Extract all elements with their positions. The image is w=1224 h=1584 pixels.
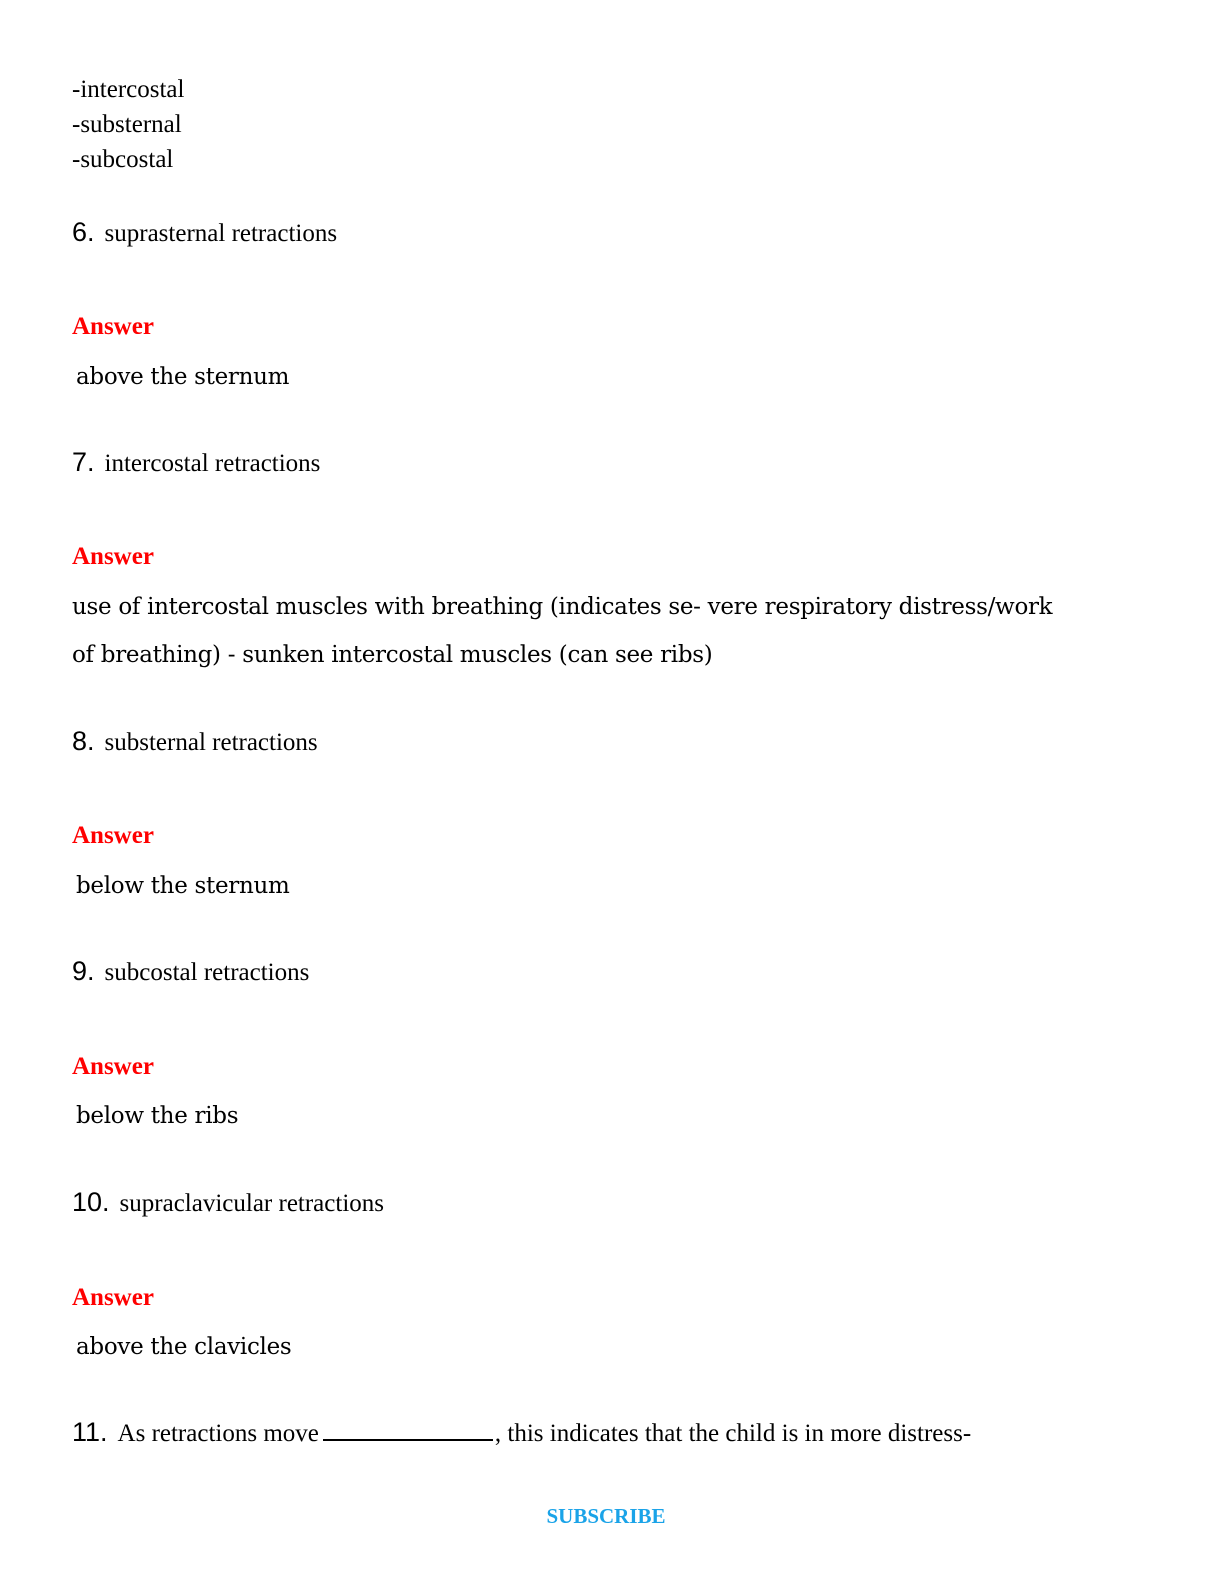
question-number: 7. [72,447,95,477]
question-9 [72,955,309,989]
answer-label: Answer [72,543,154,570]
question-8 [72,725,318,759]
list-item-substernal: -substernal [72,111,182,138]
question-text: supraclavicular retractions [119,1190,384,1217]
fill-in-blank [323,1417,493,1441]
question-6 [72,216,337,250]
question-text-before: As retractions move [117,1420,319,1447]
answer-text: above the clavicles [76,1334,292,1360]
list-item-subcostal: -subcostal [72,146,174,173]
answer-label: Answer [72,1053,154,1080]
question-11 [72,1416,971,1450]
question-text: intercostal retractions [104,450,321,477]
question-number: 8. [72,726,95,756]
answer-label: Answer [72,1284,154,1311]
answer-text: above the sternum [76,364,290,390]
subscribe-link[interactable]: SUBSCRIBE [546,1504,666,1528]
list-item-intercostal: -intercostal [72,76,185,103]
question-number: 9. [72,956,95,986]
answer-text: below the sternum [76,873,290,899]
question-number: 6. [72,217,95,247]
question-text: substernal retractions [104,729,318,756]
question-10 [72,1186,384,1220]
question-text: suprasternal retractions [104,220,338,247]
question-text-after: , this indicates that the child is in more distress- [494,1420,972,1447]
answer-label: Answer [72,313,154,340]
question-number: 11. [72,1417,108,1447]
answer-text: use of intercostal muscles with breathing (indicates se- vere respiratory distress/work of breathing) - sunken intercostal muscles (can see ribs) [72,594,1053,668]
answer-label: Answer [72,822,154,849]
answer-text: below the ribs [76,1103,239,1129]
question-number: 10. [72,1187,110,1217]
question-text: subcostal retractions [104,959,310,986]
question-7 [72,446,320,480]
